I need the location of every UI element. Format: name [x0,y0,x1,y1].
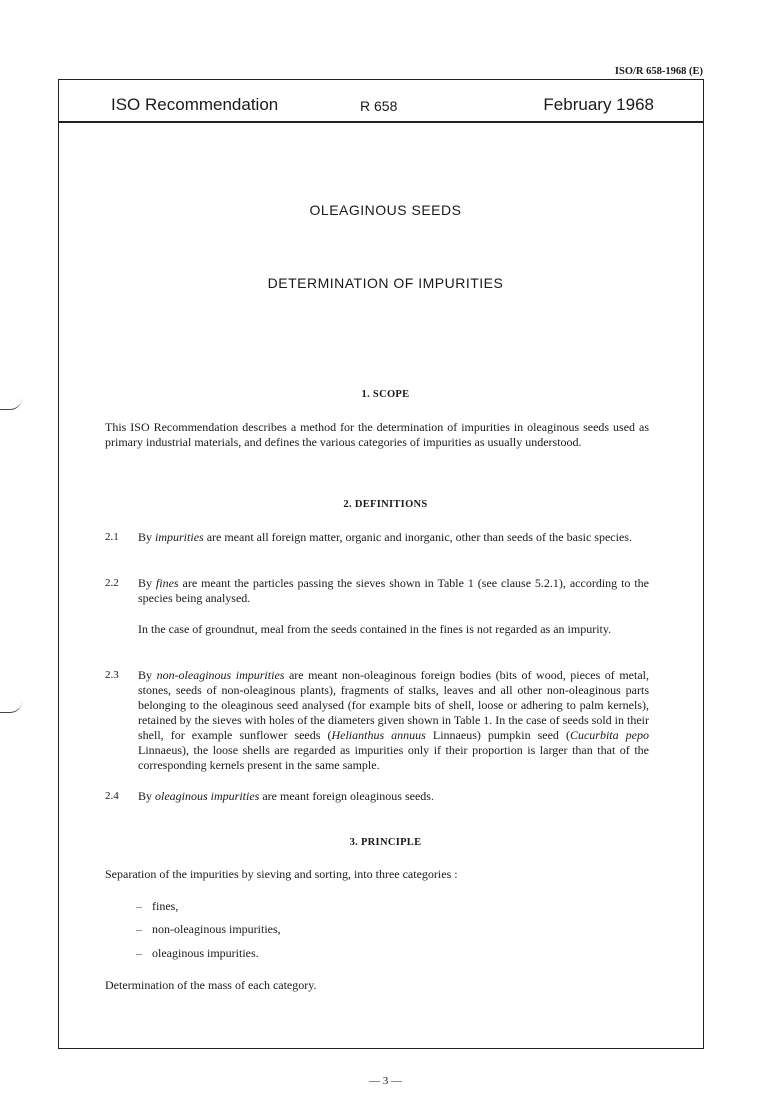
principle-text: Separation of the impurities by sieving and sorting, into three categories : [105,867,458,881]
scope-heading: 1. SCOPE [361,389,410,400]
header-bar [58,79,704,123]
clause-number: 2.2 [105,577,119,589]
definition-2-1: By impurities are meant all foreign matter, organic and inorganic, other than seeds of the basic species. [138,530,632,544]
conclusion-text: Determination of the mass of each category. [105,978,317,992]
clause-number: 2.3 [105,669,119,681]
list-dash: – [136,922,142,936]
definitions-heading: 2. DEFINITIONS [343,499,428,510]
main-title: OLEAGINOUS SEEDS [309,202,462,218]
definition-2-2-note: In the case of groundnut, meal from the seeds contained in the fines is not regarded as an impurity. [138,622,612,636]
list-dash: – [136,946,142,960]
header-label: ISO Recommendation [111,95,279,114]
header-number: R 658 [360,98,398,114]
binding-mark [0,700,22,713]
list-dash: – [136,899,142,913]
list-item: fines, [152,899,179,913]
definition-2-3: By non-oleaginous impurities are meant non-oleaginous foreign bodies (bits of wood, pieces of metal, stones, seeds of non-oleaginous plants), fragments of stalks, leaves and all other non-oleaginous parts belonging to the oleaginous seed analysed (for example bits of shell, loose or adhering to palm kernels), retained by the sieves with holes of the diameters given shown in Table 1. In the case of seeds sold in their shell, for example sunflower seeds (Helianthus annuus Linnaeus) pumpkin seed (Cucurbita pepo Linnaeus), the loose shells are regarded as impurities only if their proportion is larger than that of the corresponding kernels present in the same sample. [138,668,649,772]
scope-text: This ISO Recommendation describes a method for the determination of impurities in oleaginous seeds used as primary industrial materials, and defines the various categories of impurities as usually understood. [105,420,649,449]
clause-number: 2.4 [105,790,119,802]
principle-heading: 3. PRINCIPLE [349,837,422,848]
list-item: non-oleaginous impurities, [152,922,281,936]
document-reference: ISO/R 658-1968 (E) [614,66,703,77]
clause-number: 2.1 [105,531,119,543]
subtitle: DETERMINATION OF IMPURITIES [267,275,504,291]
definition-2-4: By oleaginous impurities are meant foreign oleaginous seeds. [138,789,434,803]
list-item: oleaginous impurities. [152,946,259,960]
header-date: February 1968 [543,95,654,114]
definition-2-2: By fines are meant the particles passing the sieves shown in Table 1 (see clause 5.2.1), according to the species being analysed. [138,576,649,605]
page-number: — 3 — [369,1075,402,1087]
